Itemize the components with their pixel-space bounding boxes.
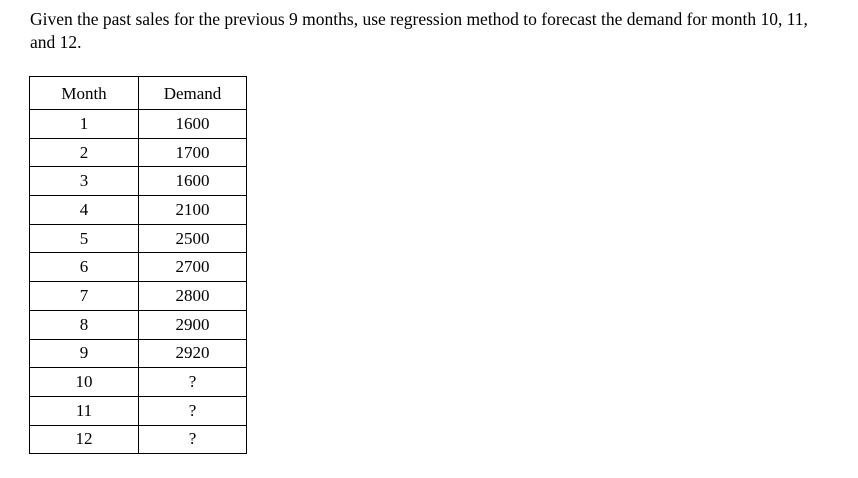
- demand-cell: 2800: [139, 282, 247, 311]
- demand-cell: ?: [139, 368, 247, 397]
- month-cell: 1: [30, 110, 139, 139]
- table-header-row: [30, 77, 247, 110]
- month-cell: 6: [30, 253, 139, 282]
- table-row: [30, 110, 247, 139]
- month-cell: 8: [30, 310, 139, 339]
- month-cell: 12: [30, 425, 139, 454]
- table-row: [30, 368, 247, 397]
- table-row: [30, 396, 247, 425]
- demand-cell: 2920: [139, 339, 247, 368]
- table-row: [30, 138, 247, 167]
- demand-cell: 1700: [139, 138, 247, 167]
- month-cell: 9: [30, 339, 139, 368]
- demand-cell: 1600: [139, 167, 247, 196]
- demand-cell: 1600: [139, 110, 247, 139]
- month-cell: 5: [30, 224, 139, 253]
- demand-cell: ?: [139, 425, 247, 454]
- demand-cell: 2700: [139, 253, 247, 282]
- problem-statement: Given the past sales for the previous 9 months, use regression method to forecast the demand for month 10, 11, and 12.: [30, 9, 808, 52]
- table-row: [30, 253, 247, 282]
- month-cell: 11: [30, 396, 139, 425]
- table-row: [30, 167, 247, 196]
- sales-table: [29, 76, 247, 454]
- header-month: Month: [30, 77, 139, 110]
- month-cell: 10: [30, 368, 139, 397]
- sales-table-container: [29, 76, 247, 454]
- month-cell: 4: [30, 196, 139, 225]
- table-row: [30, 425, 247, 454]
- demand-cell: 2100: [139, 196, 247, 225]
- table-row: [30, 224, 247, 253]
- table-row: [30, 196, 247, 225]
- table-row: [30, 282, 247, 311]
- month-cell: 7: [30, 282, 139, 311]
- header-demand: Demand: [139, 77, 247, 110]
- table-row: [30, 310, 247, 339]
- month-cell: 2: [30, 138, 139, 167]
- demand-cell: 2500: [139, 224, 247, 253]
- demand-cell: 2900: [139, 310, 247, 339]
- demand-cell: ?: [139, 396, 247, 425]
- table-row: [30, 339, 247, 368]
- month-cell: 3: [30, 167, 139, 196]
